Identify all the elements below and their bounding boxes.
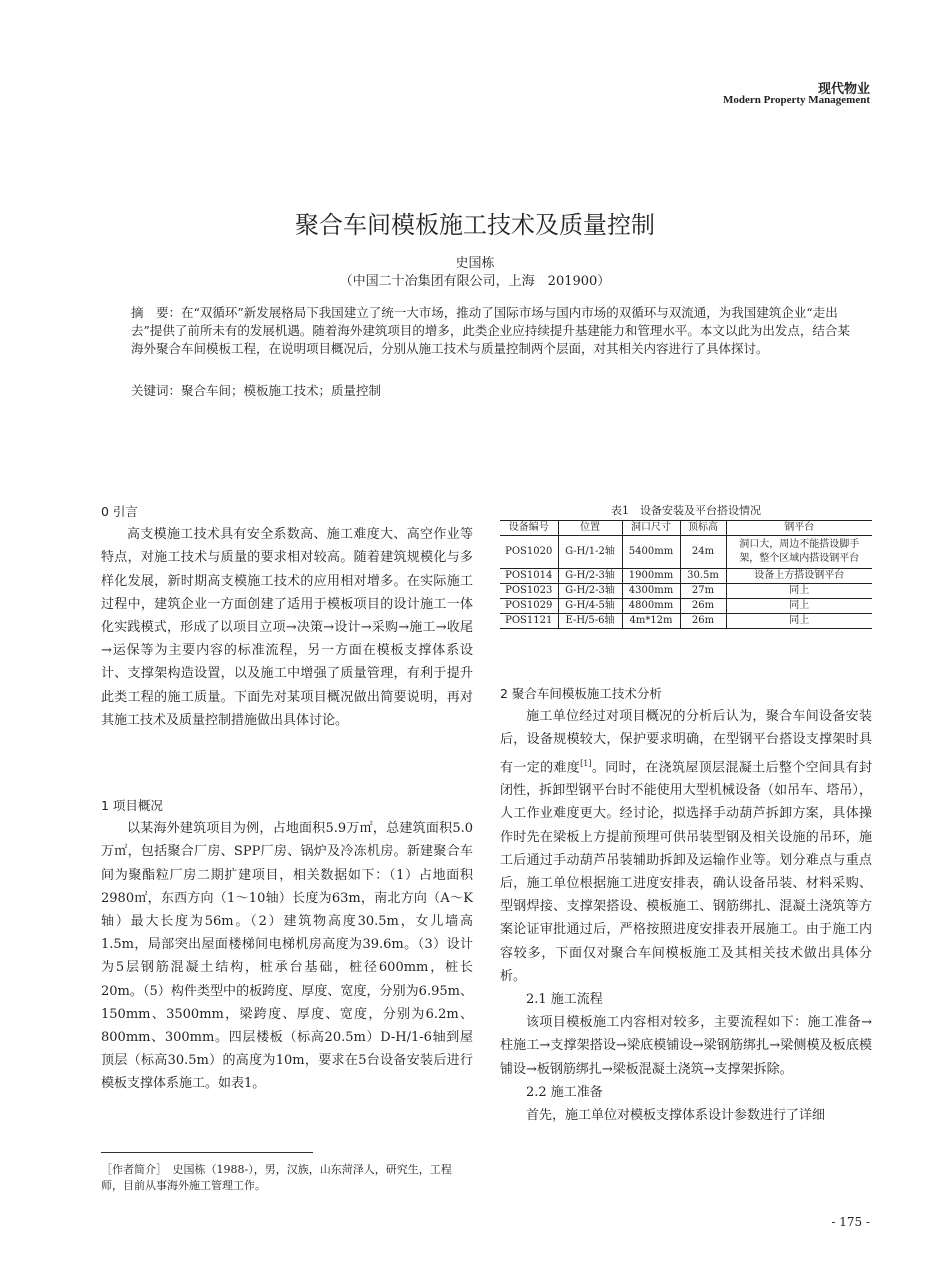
subsection-2-1-heading: 2.1 施工流程 bbox=[526, 991, 603, 1007]
abstract-text: 在“双循环”新发展格局下我国建立了统一大市场，推动了国际市场与国内市场的双循环与双流通，为我国建筑企业“走出去”提供了前所未有的发展机遇。随着海外建筑项目的增多，此类企业应持续提升基建能力和管理水平。本文以此为出发点，结合某海外聚合车间模板工程，在说明项目概况后，分别从施工技术与质量控制两个层面，对其相关内容进行了具体探讨。 bbox=[131, 305, 850, 356]
table-header-row bbox=[500, 521, 872, 536]
section-2-paragraph bbox=[500, 705, 872, 988]
table-cell: 27m bbox=[680, 584, 726, 599]
left-column bbox=[101, 500, 473, 732]
table-cell: 1900mm bbox=[622, 569, 680, 584]
section-2-heading: 2 聚合车间模板施工技术分析 bbox=[500, 686, 662, 701]
keywords-text: 聚合车间；模板施工技术；质量控制 bbox=[181, 383, 382, 398]
table-row bbox=[500, 599, 872, 614]
right-column bbox=[500, 682, 872, 1127]
keywords bbox=[131, 381, 851, 399]
section-0-heading: 0 引言 bbox=[101, 504, 138, 519]
table-cell: POS1029 bbox=[500, 599, 558, 614]
table-row bbox=[500, 536, 872, 569]
journal-name-cn: 现代物业 bbox=[817, 82, 870, 97]
table-header-cell: 顶标高 bbox=[680, 521, 726, 536]
table-cell: E-H/5-6轴 bbox=[558, 614, 622, 629]
table-cell: 4300mm bbox=[622, 584, 680, 599]
table-cell: G-H/4-5轴 bbox=[558, 599, 622, 614]
table-header-cell: 钢平台 bbox=[726, 521, 872, 536]
citation-ref: [1] bbox=[580, 758, 592, 768]
table-row bbox=[500, 569, 872, 584]
section-1-heading: 1 项目概况 bbox=[101, 798, 163, 813]
table-cell: POS1121 bbox=[500, 614, 558, 629]
table-cell: G-H/1-2轴 bbox=[558, 536, 622, 569]
table-cell: G-H/2-3轴 bbox=[558, 569, 622, 584]
table-cell: 26m bbox=[680, 614, 726, 629]
table-header-cell: 洞口尺寸 bbox=[622, 521, 680, 536]
journal-name-en: Modern Property Management bbox=[722, 94, 870, 106]
author: 史国栋 bbox=[455, 256, 495, 271]
table-caption: 表1 设备安装及平台搭设情况 bbox=[611, 504, 761, 517]
section-1-paragraph: 以某海外建筑项目为例，占地面积5.9万㎡，总建筑面积5.0万㎡，包括聚合厂房、SPP厂房、锅炉及冷冻机房。新建聚合车间为聚酯粒厂房二期扩建项目，相关数据如下：（1）占地面积2980㎡，东西方向（1～10轴）长度为63m，南北方向（A～K轴）最大长度为56m。（2）建筑物高度30.5m，女儿墙高1.5m，局部突出屋面楼梯间电梯机房高度为39.6m。（3）设计为5层钢筋混凝土结构，桩承台基础，桩径600mm，桩长20m。（5）构件类型中的板跨度、厚度、宽度，分别为6.95m、150mm、3500mm，梁跨度、厚度、宽度，分别为6.2m、800mm、300mm。四层楼板（标高20.5m）D-H/1-6轴到屋顶层（标高30.5m）的高度为10m，要求在5台设备安装后进行模板支撑体系施工。如表1。 bbox=[101, 821, 473, 1092]
left-column-section-1 bbox=[101, 794, 473, 1096]
table-cell: 26m bbox=[680, 599, 726, 614]
footnote-divider bbox=[101, 1152, 313, 1153]
table-cell: G-H/2-3轴 bbox=[558, 584, 622, 599]
page-number: - 175 - bbox=[831, 1215, 870, 1229]
table-cell: POS1014 bbox=[500, 569, 558, 584]
table-cell: 同上 bbox=[726, 584, 872, 599]
table-cell: POS1023 bbox=[500, 584, 558, 599]
subsection-2-2-paragraph: 首先，施工单位对模板支撑体系设计参数进行了详细 bbox=[526, 1107, 826, 1123]
table-cell: 24m bbox=[680, 536, 726, 569]
table-cell: 5400mm bbox=[622, 536, 680, 569]
table-cell: 4m*12m bbox=[622, 614, 680, 629]
table-cell: 同上 bbox=[726, 614, 872, 629]
author-footnote: ［作者简介］ 史国栋（1988-），男，汉族，山东菏泽人，研究生，工程师，目前从事海外施工管理工作。 bbox=[101, 1163, 452, 1192]
table-row bbox=[500, 614, 872, 629]
table-row bbox=[500, 584, 872, 599]
subsection-2-2-heading: 2.2 施工准备 bbox=[526, 1084, 603, 1100]
section-2-text-a: 施工单位经过对项目概况的分析后认为，聚合车间设备安装后，设备规模较大，保护要求明确，在型钢平台搭设支撑架时具有一定的难度 bbox=[500, 709, 872, 775]
section-0-paragraph: 高支模施工技术具有安全系数高、施工难度大、高空作业等特点，对施工技术与质量的要求相对较高。随着建筑规模化与多样化发展，新时期高支模施工技术的应用相对增多。在实际施工过程中，建筑企业一方面创建了适用于模板项目的设计施工一体化实践模式，形成了以项目立项→决策→设计→采购→施工→收尾→运保等为主要内容的标准流程，另一方面在模板支撑体系设计、支撑架构造设置，以及施工中增强了质量管理，有利于提升此类工程的施工质量。下面先对某项目概况做出简要说明，再对其施工技术及质量控制措施做出具体讨论。 bbox=[101, 527, 473, 728]
section-2-text-b: 。同时，在浇筑屋顶层混凝土后整个空间具有封闭性，拆卸型钢平台时不能使用大型机械设备（如吊车、塔吊），人工作业难度更大。经讨论，拟选择手动葫芦拆卸方案，具体操作时先在梁板上方提前预埋可供吊装型钢及相关设施的吊环，施工后通过手动葫芦吊装辅助拆卸及运输作业等。划分难点与重点后，施工单位根据施工进度安排表，确认设备吊装、材料采购、型钢焊接、支撑架搭设、模板施工、钢筋绑扎、混凝土浇筑等方案论证审批通过后，严格按照进度安排表开展施工。由于施工内容较多，下面仅对聚合车间模板施工及其相关技术做出具体分析。 bbox=[500, 759, 872, 984]
keywords-label: 关键词： bbox=[131, 383, 182, 398]
table-cell: 设备上方搭设钢平台 bbox=[726, 569, 872, 584]
abstract bbox=[131, 304, 851, 358]
table-header-cell: 设备编号 bbox=[500, 521, 558, 536]
paper-title: 聚合车间模板施工技术及质量控制 bbox=[295, 211, 655, 239]
table-header-cell: 位置 bbox=[558, 521, 622, 536]
equipment-table bbox=[500, 520, 872, 629]
table-cell: 洞口大，周边不能搭设脚手架，整个区域内搭设钢平台 bbox=[726, 536, 872, 569]
abstract-label: 摘 要： bbox=[131, 305, 182, 320]
table-cell: 同上 bbox=[726, 599, 872, 614]
subsection-2-1-paragraph: 该项目模板施工内容相对较多，主要流程如下：施工准备→柱施工→支撑架搭设→梁底模铺设→梁钢筋绑扎→梁侧模及板底模铺设→板钢筋绑扎→梁板混凝土浇筑→支撑架拆除。 bbox=[500, 1015, 872, 1077]
table-cell: 30.5m bbox=[680, 569, 726, 584]
table-cell: POS1020 bbox=[500, 536, 558, 569]
table-cell: 4800mm bbox=[622, 599, 680, 614]
affiliation: （中国二十冶集团有限公司，上海 201900） bbox=[339, 274, 611, 289]
